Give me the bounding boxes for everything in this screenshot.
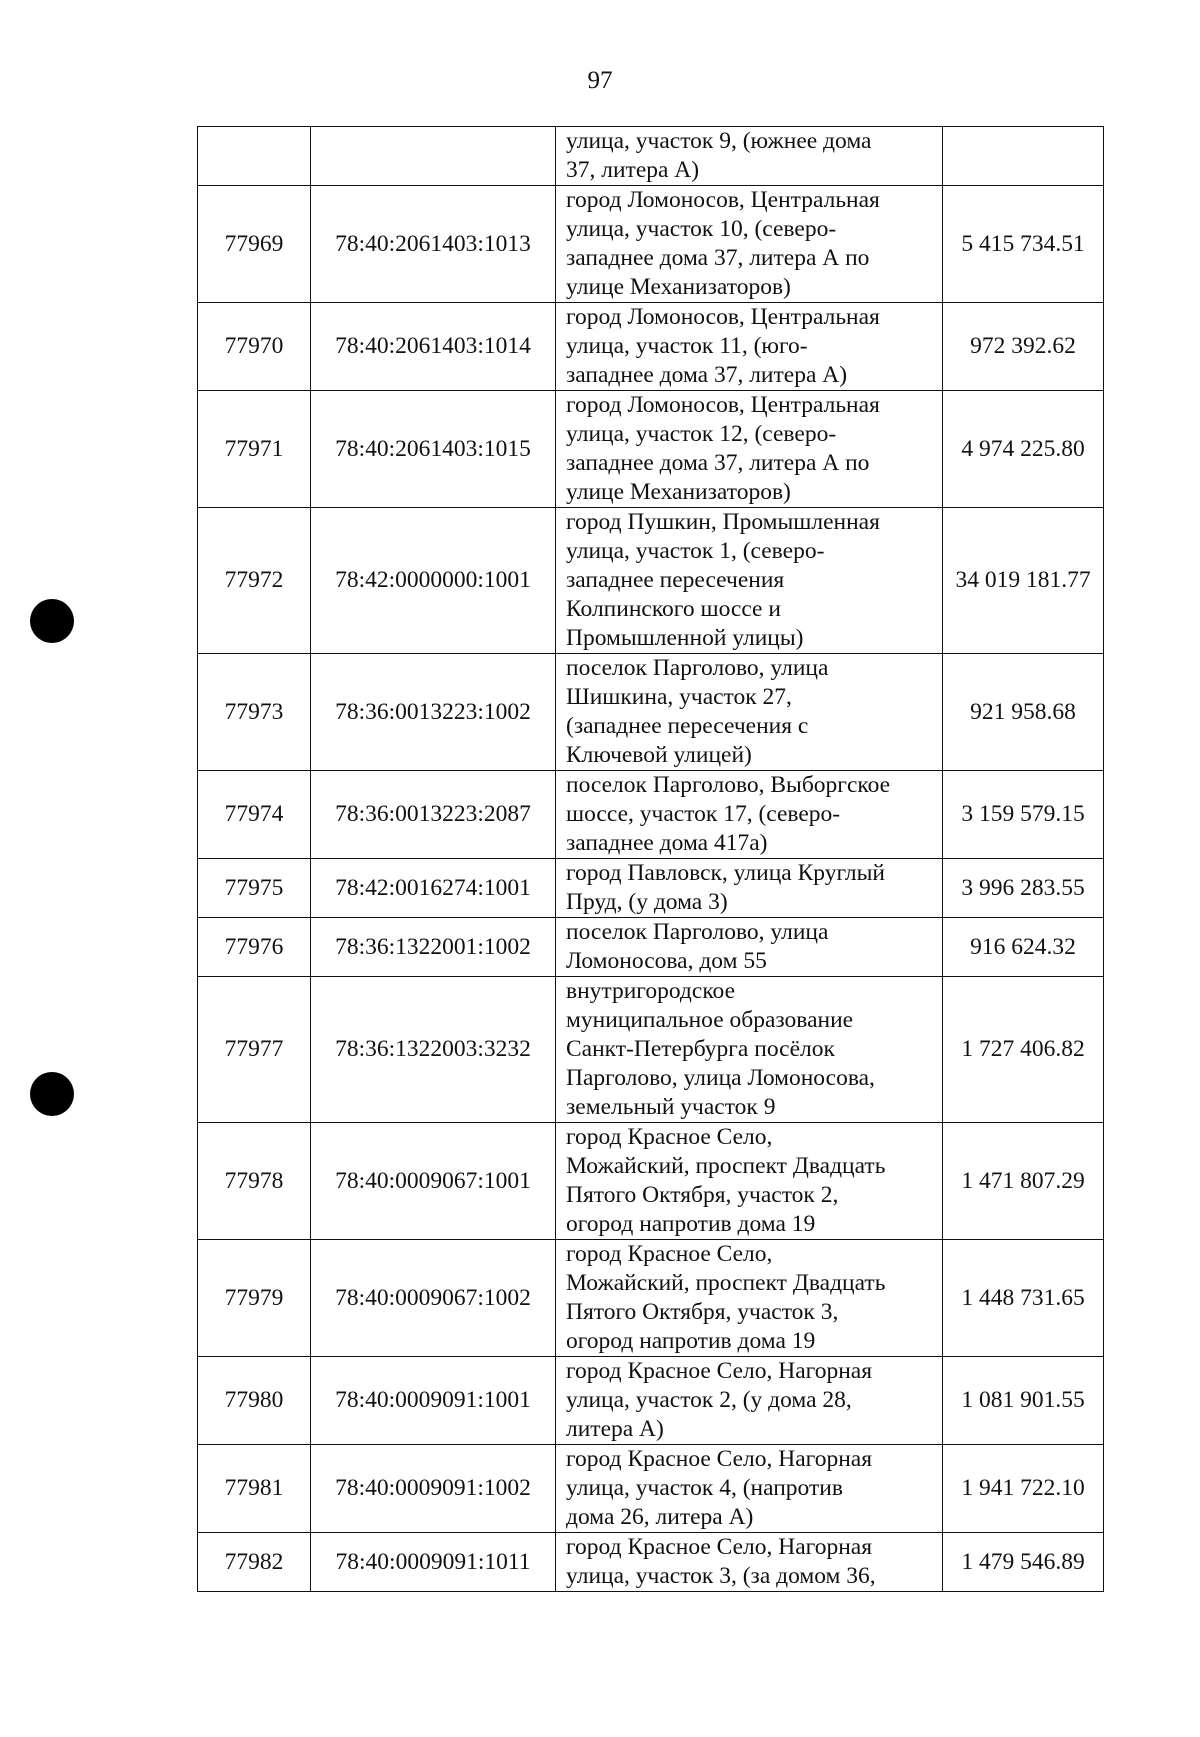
- address-line: Можайский, проспект Двадцать: [566, 1153, 886, 1179]
- cadastral-value-cell: 1 471 807.29: [943, 1123, 1104, 1240]
- address-cell: [556, 1445, 943, 1533]
- address-line: город Красное Село,: [566, 1241, 773, 1267]
- cadastral-number-cell: 78:36:1322001:1002: [311, 918, 556, 977]
- address-cell: [556, 977, 943, 1123]
- address-line: город Ломоносов, Центральная: [566, 304, 880, 330]
- address-cell: [556, 654, 943, 771]
- address-line: улице Механизаторов): [566, 274, 791, 300]
- address-line: муниципальное образование: [566, 1007, 854, 1033]
- address-line: внутригородское: [566, 978, 736, 1004]
- cadastral-value-cell: 972 392.62: [943, 303, 1104, 391]
- table-row: [198, 186, 1104, 303]
- address-line: западнее дома 37, литера А по: [566, 450, 870, 476]
- record-number-cell: 77975: [198, 859, 311, 918]
- cadastral-value-cell: 1 479 546.89: [943, 1533, 1104, 1592]
- table-row: [198, 1357, 1104, 1445]
- cadastral-number-cell: 78:40:0009091:1001: [311, 1357, 556, 1445]
- record-number-cell: 77977: [198, 977, 311, 1123]
- record-number-cell: 77974: [198, 771, 311, 859]
- record-number-cell: 77970: [198, 303, 311, 391]
- address-line: огород напротив дома 19: [566, 1211, 816, 1237]
- cadastral-number-cell: [311, 127, 556, 186]
- cadastral-number-cell: 78:40:0009067:1002: [311, 1240, 556, 1357]
- address-line: Санкт-Петербурга посёлок: [566, 1036, 835, 1062]
- table-row: [198, 771, 1104, 859]
- address-line: улица, участок 4, (напротив: [566, 1475, 843, 1501]
- address-cell: [556, 1123, 943, 1240]
- address-line: западнее дома 37, литера А по: [566, 245, 870, 271]
- address-cell: [556, 1533, 943, 1592]
- address-line: Пруд, (у дома 3): [566, 889, 728, 915]
- table-row: [198, 1445, 1104, 1533]
- cadastral-number-cell: 78:36:0013223:2087: [311, 771, 556, 859]
- address-line: шоссе, участок 17, (северо-: [566, 801, 841, 827]
- address-line: город Красное Село, Нагорная: [566, 1358, 873, 1384]
- record-number-cell: 77972: [198, 508, 311, 654]
- table-row: [198, 508, 1104, 654]
- address-line: город Красное Село, Нагорная: [566, 1534, 873, 1560]
- address-line: Ключевой улицей): [566, 742, 752, 768]
- cadastral-number-cell: 78:40:2061403:1014: [311, 303, 556, 391]
- address-line: литера А): [566, 1416, 664, 1442]
- punch-hole-mark: [30, 599, 74, 643]
- page-number: 97: [587, 67, 613, 94]
- address-line: Промышленной улицы): [566, 625, 804, 651]
- address-line: огород напротив дома 19: [566, 1328, 816, 1354]
- cadastral-number-cell: 78:42:0016274:1001: [311, 859, 556, 918]
- address-cell: [556, 1240, 943, 1357]
- address-line: город Красное Село,: [566, 1124, 773, 1150]
- cadastral-value-cell: 5 415 734.51: [943, 186, 1104, 303]
- address-line: поселок Парголово, улица: [566, 919, 829, 945]
- table-row: [198, 303, 1104, 391]
- cadastral-value-cell: 1 081 901.55: [943, 1357, 1104, 1445]
- record-number-cell: 77971: [198, 391, 311, 508]
- address-line: Парголово, улица Ломоносова,: [566, 1065, 875, 1091]
- address-line: улица, участок 3, (за домом 36,: [566, 1563, 876, 1589]
- record-number-cell: 77973: [198, 654, 311, 771]
- address-line: улице Механизаторов): [566, 479, 791, 505]
- record-number-cell: 77978: [198, 1123, 311, 1240]
- address-line: поселок Парголово, Выборгское: [566, 772, 891, 798]
- cadastral-number-cell: 78:42:0000000:1001: [311, 508, 556, 654]
- address-line: город Красное Село, Нагорная: [566, 1446, 873, 1472]
- cadastral-value-cell: 1 941 722.10: [943, 1445, 1104, 1533]
- address-line: город Пушкин, Промышленная: [566, 509, 880, 535]
- address-line: город Ломоносов, Центральная: [566, 392, 880, 418]
- address-line: улица, участок 11, (юго-: [566, 333, 808, 359]
- address-line: западнее дома 37, литера А): [566, 362, 848, 388]
- address-line: улица, участок 9, (южнее дома: [566, 128, 872, 154]
- cadastral-number-cell: 78:36:1322003:3232: [311, 977, 556, 1123]
- address-line: западнее пересечения: [566, 567, 785, 593]
- address-line: улица, участок 10, (северо-: [566, 216, 837, 242]
- cadastral-value-cell: 3 996 283.55: [943, 859, 1104, 918]
- punch-hole-mark: [30, 1072, 74, 1116]
- table-row: [198, 977, 1104, 1123]
- table-row: [198, 391, 1104, 508]
- table-row: [198, 127, 1104, 186]
- record-number-cell: 77969: [198, 186, 311, 303]
- cadastral-number-cell: 78:40:0009091:1011: [311, 1533, 556, 1592]
- cadastral-value-cell: 3 159 579.15: [943, 771, 1104, 859]
- record-number-cell: 77979: [198, 1240, 311, 1357]
- address-line: Колпинского шоссе и: [566, 596, 781, 622]
- address-line: город Павловск, улица Круглый: [566, 860, 885, 886]
- table-row: [198, 1533, 1104, 1592]
- address-line: западнее дома 417а): [566, 830, 768, 856]
- cadastral-value-cell: 916 624.32: [943, 918, 1104, 977]
- address-line: земельный участок 9: [566, 1094, 776, 1120]
- cadastral-number-cell: 78:40:2061403:1013: [311, 186, 556, 303]
- address-line: улица, участок 12, (северо-: [566, 421, 837, 447]
- address-cell: [556, 859, 943, 918]
- cadastral-number-cell: 78:40:0009091:1002: [311, 1445, 556, 1533]
- table-row: [198, 654, 1104, 771]
- address-line: Пятого Октября, участок 3,: [566, 1299, 839, 1325]
- cadastral-value-cell: 4 974 225.80: [943, 391, 1104, 508]
- cadastral-value-cell: 1 448 731.65: [943, 1240, 1104, 1357]
- address-line: (западнее пересечения с: [566, 713, 809, 739]
- record-number-cell: 77976: [198, 918, 311, 977]
- address-line: поселок Парголово, улица: [566, 655, 829, 681]
- record-number-cell: [198, 127, 311, 186]
- address-cell: [556, 186, 943, 303]
- record-number-cell: 77980: [198, 1357, 311, 1445]
- address-cell: [556, 1357, 943, 1445]
- cadastral-number-cell: 78:40:0009067:1001: [311, 1123, 556, 1240]
- address-line: Шишкина, участок 27,: [566, 684, 792, 710]
- cadastral-number-cell: 78:36:0013223:1002: [311, 654, 556, 771]
- address-line: улица, участок 2, (у дома 28,: [566, 1387, 852, 1413]
- record-number-cell: 77981: [198, 1445, 311, 1533]
- address-cell: [556, 918, 943, 977]
- cadastral-number-cell: 78:40:2061403:1015: [311, 391, 556, 508]
- address-line: Ломоносова, дом 55: [566, 948, 767, 974]
- record-number-cell: 77982: [198, 1533, 311, 1592]
- address-line: Можайский, проспект Двадцать: [566, 1270, 886, 1296]
- land-plots-table: [197, 126, 1104, 1592]
- cadastral-value-cell: 34 019 181.77: [943, 508, 1104, 654]
- table-row: [198, 918, 1104, 977]
- address-line: 37, литера А): [566, 157, 700, 183]
- cadastral-value-cell: 1 727 406.82: [943, 977, 1104, 1123]
- address-cell: [556, 303, 943, 391]
- table-row: [198, 859, 1104, 918]
- address-line: Пятого Октября, участок 2,: [566, 1182, 839, 1208]
- address-cell: [556, 771, 943, 859]
- address-cell: [556, 127, 943, 186]
- table-row: [198, 1123, 1104, 1240]
- address-cell: [556, 391, 943, 508]
- address-line: город Ломоносов, Центральная: [566, 187, 880, 213]
- address-line: дома 26, литера А): [566, 1504, 754, 1530]
- address-line: улица, участок 1, (северо-: [566, 538, 825, 564]
- table-body: [198, 127, 1104, 1592]
- cadastral-value-cell: 921 958.68: [943, 654, 1104, 771]
- cadastral-value-cell: [943, 127, 1104, 186]
- table-row: [198, 1240, 1104, 1357]
- address-cell: [556, 508, 943, 654]
